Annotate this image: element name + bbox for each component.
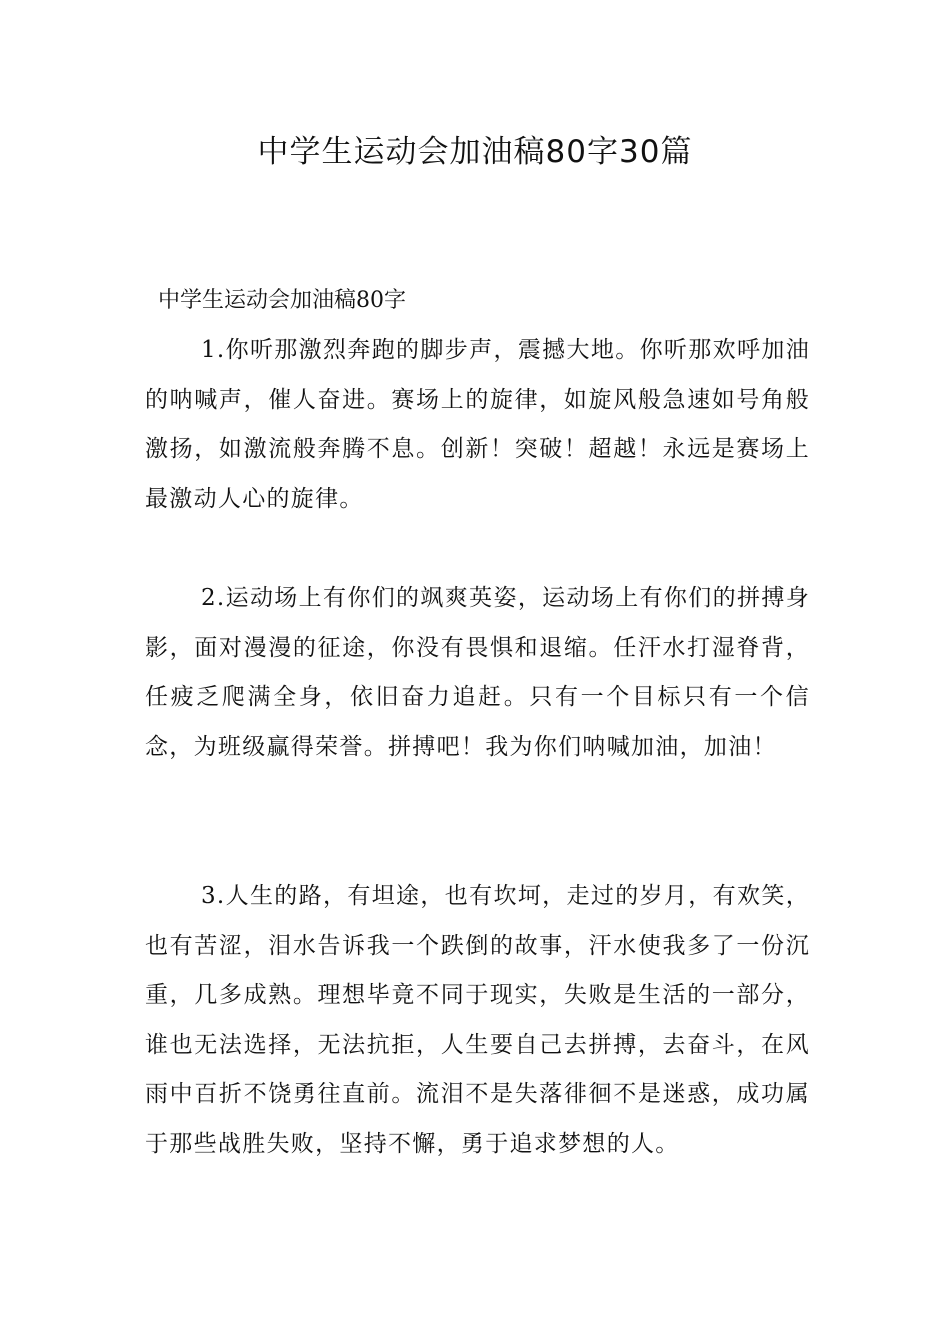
- paragraph-2: 2.运动场上有你们的飒爽英姿，运动场上有你们的拼搏身影，面对漫漫的征途，你没有畏惧和退缩。任汗水打湿脊背，任疲乏爬满全身，依旧奋力追赶。只有一个目标只有一个信念，为班级赢得荣誉。拼搏吧！我为你们呐喊加油，加油！: [145, 585, 810, 760]
- paragraph-3: 3.人生的路，有坦途，也有坎坷，走过的岁月，有欢笑，也有苦涩，泪水告诉我一个跌倒的故事，汗水使我多了一份沉重，几多成熟。理想毕竟不同于现实，失败是生活的一部分，谁也无法选择，无法抗拒，人生要自己去拼搏，去奋斗，在风雨中百折不饶勇往直前。流泪不是失落徘徊不是迷惑，成功属于那些战胜失败，坚持不懈，勇于追求梦想的人。: [145, 883, 810, 1157]
- document-subtitle: 中学生运动会加油稿80字: [158, 288, 406, 313]
- paragraph-1: 1.你听那激烈奔跑的脚步声，震撼大地。你听那欢呼加油的呐喊声，催人奋进。赛场上的旋律，如旋风般急速如号角般激扬，如激流般奔腾不息。创新！突破！超越！永远是赛场上最激动人心的旋律。: [145, 337, 810, 512]
- document-title: 中学生运动会加油稿80字30篇: [257, 134, 693, 170]
